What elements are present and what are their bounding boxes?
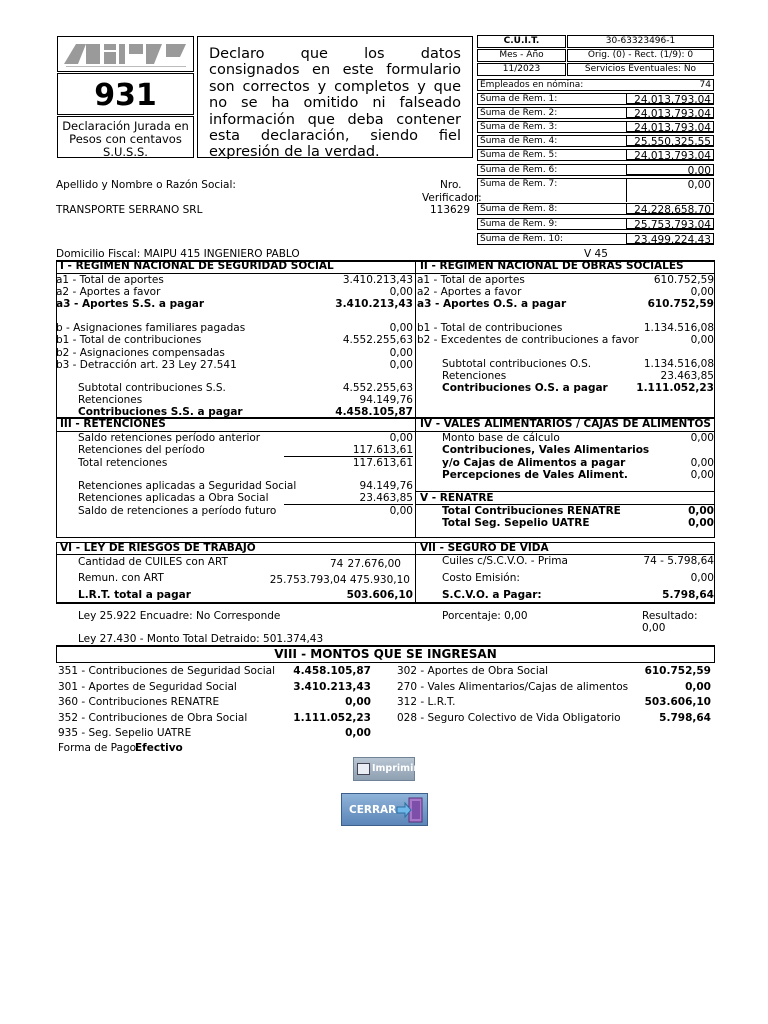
amount-row-label: 302 - Aportes de Obra Social [397, 665, 549, 677]
form-title-line-2: Pesos con centavos [69, 132, 182, 146]
period-value: 11/2023 [502, 64, 541, 74]
section-4-title: IV - VALES ALIMENTARIOS / CAJAS DE ALIMENTOS [420, 418, 711, 430]
declaration-text: Declaro que los datos consignados en este formulario son correctos y completos y que no se ha omitido ni falseado información que deba contener esta declaración, siendo fiel expresión de la verdad. [209, 46, 461, 161]
rem-value-cell [626, 178, 714, 202]
cuit-value-cell [567, 35, 714, 48]
rem-value-cell [626, 135, 714, 147]
ley-resultado-value: 0,00 [642, 622, 666, 634]
amount-row-value: 503.606,10 [644, 696, 711, 708]
amount-row-label: 935 - Seg. Sepelio UATRE [58, 727, 192, 739]
section-1-total: 4.458.105,87 [335, 406, 413, 418]
rem-label: Suma de Rem. 10: [480, 234, 564, 244]
rem-value-cell [626, 121, 714, 133]
ley-porcentaje: Porcentaje: 0,00 [442, 610, 528, 622]
form-title-box [57, 116, 194, 158]
period-value-cell [477, 63, 566, 76]
print-button[interactable] [353, 757, 419, 781]
amount-row-label: 270 - Vales Alimentarios/Cajas de alimentos [397, 680, 629, 693]
rem-value-cell [626, 218, 714, 230]
rem-value: 25.550.325,55 [634, 136, 711, 148]
rem-value-cell [626, 149, 714, 161]
amount-row-value: 3.410.213,43 [293, 680, 371, 693]
amount-row-value: 0,00 [685, 680, 711, 693]
ley-detraido: Ley 27.430 - Monto Total Detraido: 501.374,43 [78, 633, 324, 645]
rem-label: Suma de Rem. 9: [480, 219, 558, 229]
amount-row-label: 352 - Contribuciones de Obra Social [58, 711, 248, 724]
rem-label-cell [477, 164, 626, 176]
rem-label-cell [477, 149, 626, 161]
verifier-value: 113629 [430, 204, 471, 216]
rem-value-cell [626, 93, 714, 105]
rem-label: Suma de Rem. 7: [480, 179, 558, 189]
rem-value-cell [626, 203, 714, 215]
ley-resultado-label: Resultado: [642, 610, 698, 622]
declaration-box [197, 36, 473, 161]
rem-label-cell [477, 178, 626, 202]
form-title-line-1: Declaración Jurada en [62, 119, 189, 133]
cuit-value: 30-63323496-1 [605, 36, 676, 46]
rem-label: Suma de Rem. 3: [480, 122, 558, 132]
rem-value: 24.228.658,70 [634, 204, 711, 216]
form-number-box [57, 73, 194, 115]
amount-row-label: 312 - L.R.T. [397, 696, 456, 708]
amount-row-value: 5.798,64 [659, 711, 711, 724]
amount-row-label: 301 - Aportes de Seguridad Social [58, 680, 237, 693]
form-title-line-3: S.U.S.S. [103, 145, 148, 159]
amount-row-value: 1.111.052,23 [293, 711, 371, 724]
scvo-total: 5.798,64 [662, 589, 714, 601]
section-8-title: VIII - MONTOS QUE SE INGRESAN [274, 647, 497, 661]
cuit-label-cell: C.U.I.T. [477, 35, 566, 48]
section-2-title: II - REGIMEN NACIONAL DE OBRAS SOCIALES [420, 260, 684, 272]
lrt-total: 503.606,10 [346, 589, 413, 601]
rem-label: Suma de Rem. 5: [480, 150, 558, 160]
rem-value: 24.013.793,04 [634, 150, 711, 162]
rem-label: Suma de Rem. 8: [480, 204, 558, 214]
close-button[interactable] [341, 793, 428, 826]
rem-value: 0,00 [687, 179, 711, 191]
rem-label: Suma de Rem. 1: [480, 94, 558, 104]
rem-value: 24.013.793,04 [634, 108, 711, 120]
period-label-cell: Mes - Año [477, 49, 566, 62]
exit-door-icon [395, 797, 425, 823]
section-8-box [56, 645, 715, 663]
rem-label-cell [477, 93, 626, 105]
verifier-label-2: Verificador: [422, 192, 482, 204]
amount-row-label: 028 - Seguro Colectivo de Vida Obligatorio [397, 711, 621, 724]
amount-row-value: 4.458.105,87 [293, 665, 371, 677]
company-name: TRANSPORTE SERRANO SRL [56, 204, 203, 216]
rem-value-cell [626, 233, 714, 245]
rem-label-cell [477, 233, 626, 245]
rem-value: 0,00 [687, 165, 711, 177]
afip-logo [58, 37, 193, 71]
forma-pago-label: Forma de Pago: [58, 742, 140, 754]
rem-label-cell [477, 135, 626, 147]
rem-value: 24.013.793,04 [634, 122, 711, 134]
company-name-label: Apellido y Nombre o Razón Social: [56, 179, 236, 191]
close-button-label: CERRAR [349, 804, 397, 816]
orig-rect-cell: Orig. (0) - Rect. (1/9): 0 [567, 49, 714, 62]
section-1-title: I - REGIMEN NACIONAL DE SEGURIDAD SOCIAL [60, 260, 334, 272]
rem-value: 24.013.793,04 [634, 94, 711, 106]
rem-label-cell [477, 107, 626, 119]
logo-box [57, 36, 194, 72]
rem-label-cell [477, 121, 626, 133]
empleados-cell: Empleados en nómina: 74 [477, 79, 714, 91]
rem-value: 23.499.224,43 [634, 234, 711, 246]
amount-row-label: 360 - Contribuciones RENATRE [58, 696, 220, 708]
section-6-title: VI - LEY DE RIESGOS DE TRABAJO [60, 542, 256, 554]
form-number: 931 [94, 78, 157, 113]
amount-row-value: 0,00 [345, 727, 371, 739]
domicilio-fiscal: Domicilio Fiscal: MAIPU 415 INGENIERO PABLO [56, 248, 300, 260]
verifier-label-1: Nro. [440, 179, 462, 191]
rem-label: Suma de Rem. 6: [480, 165, 558, 175]
version: V 45 [584, 248, 608, 260]
amount-row-value: 610.752,59 [644, 665, 711, 677]
section-3-title: III - RETENCIONES [60, 418, 166, 430]
ley-encuadre: Ley 25.922 Encuadre: No Corresponde [78, 610, 281, 622]
rem-value-cell [626, 164, 714, 176]
rem-label-cell [477, 218, 626, 230]
section-5-title: V - RENATRE [420, 492, 494, 504]
printer-icon [357, 763, 370, 775]
rem-label-cell [477, 203, 626, 215]
rem-label: Suma de Rem. 4: [480, 136, 558, 146]
rem-value-cell [626, 107, 714, 119]
forma-pago-value: Efectivo [135, 742, 183, 754]
amount-row-label: 351 - Contribuciones de Seguridad Social [58, 665, 275, 677]
empleados-value: 74 [699, 80, 711, 90]
amount-row-value: 0,00 [345, 696, 371, 708]
rem-label: Suma de Rem. 2: [480, 108, 558, 118]
servicios-cell: Servicios Eventuales: No [567, 63, 714, 76]
section-7-title: VII - SEGURO DE VIDA [420, 542, 549, 554]
rem-value: 25.753.793,04 [634, 219, 711, 231]
section-2-total: 1.111.052,23 [636, 382, 714, 394]
print-button-label: Imprimir [372, 763, 419, 774]
